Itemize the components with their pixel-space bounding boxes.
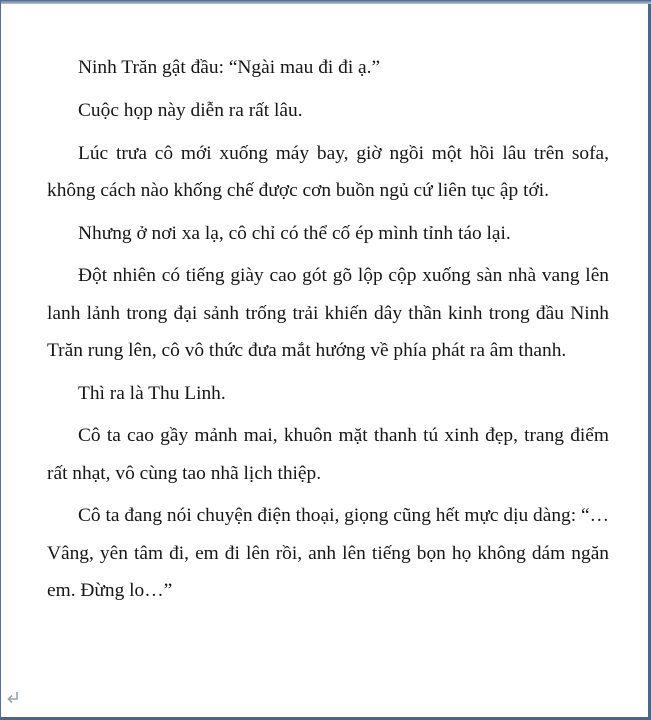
paragraph-7: Cô ta cao gầy mảnh mai, khuôn mặt thanh tú xinh đẹp, trang điểm rất nhạt, vô cùng tao nhã lịch thiệp. — [47, 425, 609, 484]
paragraph-return-arrow-icon — [4, 689, 22, 707]
paragraph-6: Thì ra là Thu Linh. — [78, 382, 226, 404]
document-page — [47, 49, 609, 609]
paragraph-1: Ninh Trăn gật đầu: “Ngài mau đi đi ạ.” — [78, 57, 381, 78]
paragraph-8: Cô ta đang nói chuyện điện thoại, giọng cũng hết mực dịu dàng: “… Vâng, yên tâm đi, em đi lên rồi, anh lên tiếng bọn họ không dám ngăn em. Đừng lo…” — [47, 505, 609, 601]
paragraph-5: Đột nhiên có tiếng giày cao gót gõ lộp cộp xuống sàn nhà vang lên lanh lảnh trong đại sảnh trống trải khiến dây thần kinh trong đầu Ninh Trăn rung lên, cô vô thức đưa mắt hướng về phía phát ra âm thanh. — [47, 265, 609, 361]
paragraph-2: Cuộc họp này diễn ra rất lâu. — [78, 99, 303, 121]
window-top-border — [1, 1, 651, 4]
paragraph-4: Nhưng ở nơi xa lạ, cô chỉ có thể cố ép mình tỉnh táo lại. — [78, 222, 511, 244]
paragraph-3: Lúc trưa cô mới xuống máy bay, giờ ngồi một hồi lâu trên sofa, không cách nào khống chế được cơn buồn ngủ cứ liên tục ập tới. — [47, 142, 609, 201]
